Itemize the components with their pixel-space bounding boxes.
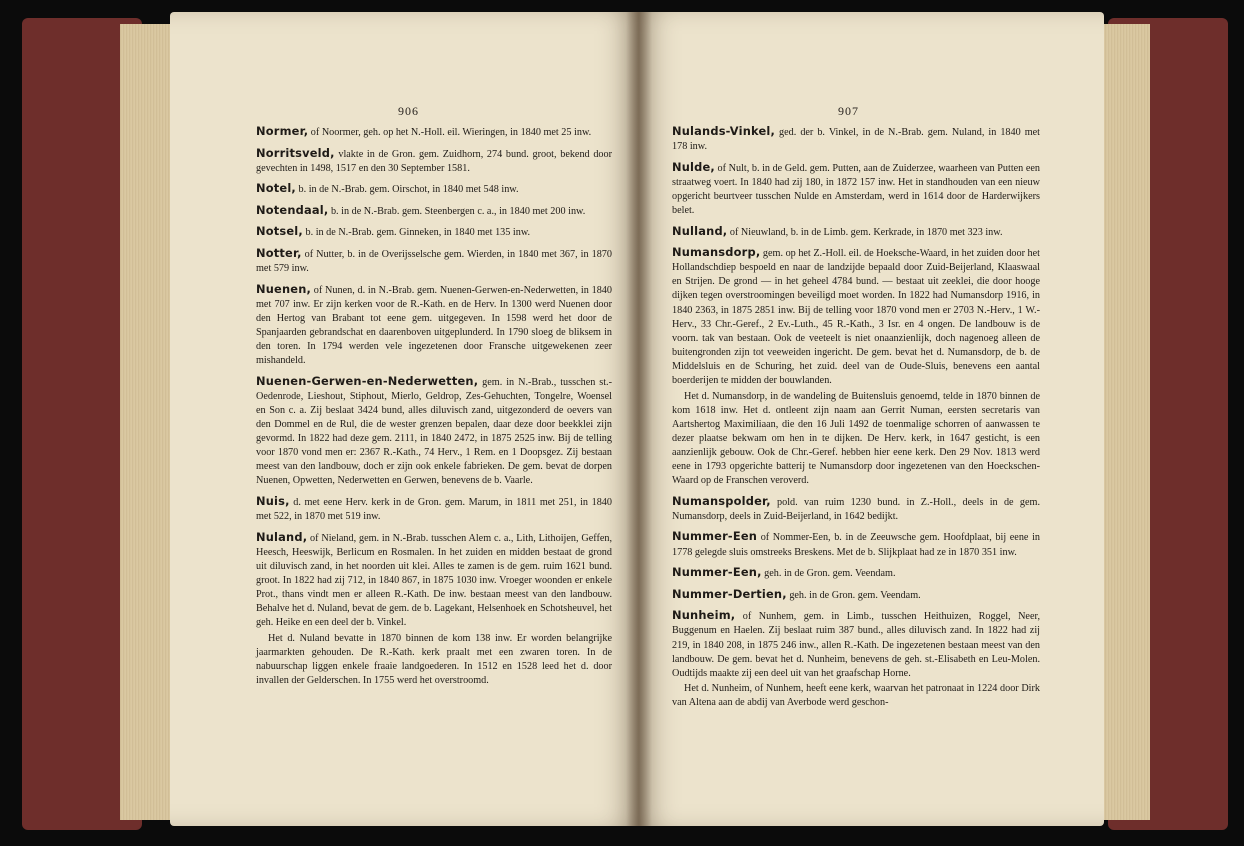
- entry-text: d. met eene Herv. kerk in de Gron. gem. Marum, in 1811 met 251, in 1840 met 522, in 1870 met 519 inw.: [256, 497, 612, 523]
- page-number: 907: [838, 104, 859, 118]
- entry-text: of Nieland, gem. in N.-Brab. tusschen Alem c. a., Lith, Lithoijen, Geffen, Heesch, Heeswijk, Berlicum en Rosmalen. In het zuiden en midden bestaat de grond uit diluvisch zand, in het noorden uit klei. Alles te zamen is de gem. ruim 1621 bund. groot. In 1822 had zij 712, in 1840 867, in 1875 1030 inw. Vroeger woonden er enkele Prot., thans vindt men er alleen R.-Kath. De inw. bestaan meest van den landbouw. Behalve het d. Nuland, bevat de gem. de b. Lagekant, Helsenhoek en Schotsheuvel, het geh. Heike en een deel der b. Vinkel.: [256, 532, 612, 629]
- right-page-text: [672, 124, 1040, 716]
- entry-headword: Nuenen-Gerwen-en-Nederwetten,: [256, 373, 479, 388]
- entry-headword: Norritsveld,: [256, 145, 335, 160]
- left-page-text: [256, 124, 612, 694]
- dictionary-entry: [672, 608, 1040, 680]
- entry-text: geh. in de Gron. gem. Veendam.: [786, 589, 921, 601]
- entry-headword: Notel,: [256, 181, 296, 196]
- entry-text: Het d. Numansdorp, in de wandeling de Buitensluis genoemd, telde in 1870 binnen de kom 1618 inw. Het d. ontleent zijn naam aan Gerrit Numan, eersten secretaris van Aartshertog Maximiliaan, die den 16 Juli 1492 de toenmalige schorren of aanwassen te dezer plaatse bekwam om hen in te dijken. De Herv. kerk, in 1647 gesticht, is een aanzienlijk gebouw. Ook de Chr.-Geref. hebben hier eene kerk. Den 29 Nov. 1813 werd eene in 1793 opgerichte batterij te Numansdorp door ingezetenen van den Hoeckschen-Waard op de Franschen veroverd.: [672, 390, 1040, 487]
- entry-headword: Nummer-Een,: [672, 565, 762, 580]
- book-gutter: [626, 12, 652, 826]
- entry-text: of Nunhem, gem. in Limb., tusschen Heithuizen, Roggel, Neer, Buggenum en Haelen. Zij beslaat ruim 387 bund., alles diluvisch zand. In 1822 had zij 219, in 1840 208, in 1875 246 inw., allen R.-Kath. De ingezetenen bestaan meest van den landbouw. De gem. bevat het d. Nunheim, benevens de geh. st.-Elisabeth en Leu-Molen. Oudtijds maakte zij een deel uit van het graafschap Horne.: [672, 611, 1040, 679]
- entry-headword: Nuland,: [256, 529, 308, 544]
- dictionary-entry: [256, 181, 612, 197]
- entry-text: vlakte in de Gron. gem. Zuidhorn, 274 bund. groot, bekend door gevechten in 1498, 1517 en den 30 September 1581.: [256, 148, 612, 174]
- entry-text: of Nult, b. in de Geld. gem. Putten, aan de Zuiderzee, waarheen van Putten een straatweg voert. In 1840 had zij 180, in 1872 157 inw. Het in standhouden van een nieuw opgericht beurtveer tusschen Nulde en Amsterdam, werd in 1614 door de Harderwijkers belet.: [672, 162, 1040, 216]
- right-page: [638, 12, 1104, 826]
- entry-headword: Notsel,: [256, 224, 303, 239]
- entry-headword: Notendaal,: [256, 202, 329, 217]
- dictionary-entry: [672, 529, 1040, 559]
- entry-text: b. in de N.-Brab. gem. Oirschot, in 1840 met 548 inw.: [295, 184, 519, 196]
- entry-headword: Nummer-Dertien,: [672, 586, 787, 601]
- dictionary-entry: [256, 146, 612, 176]
- entry-continuation: [672, 682, 1040, 710]
- entry-text: of Nutter, b. in de Overijsselsche gem. Wierden, in 1840 met 367, in 1870 met 579 inw.: [256, 249, 612, 275]
- dictionary-entry: [256, 374, 612, 489]
- dictionary-entry: [672, 494, 1040, 524]
- page-number: 906: [398, 104, 419, 118]
- dictionary-entry: [672, 587, 1040, 603]
- entry-headword: Numanspolder,: [672, 493, 771, 508]
- entry-text: of Nieuwland, b. in de Limb. gem. Kerkrade, in 1870 met 323 inw.: [727, 226, 1003, 238]
- entry-headword: Nunheim,: [672, 608, 736, 623]
- entry-headword: Nulde,: [672, 159, 715, 174]
- entry-headword: Nuenen,: [256, 281, 312, 296]
- entry-headword: Notter,: [256, 246, 302, 261]
- dictionary-entry: [256, 530, 612, 631]
- dictionary-entry: [672, 160, 1040, 218]
- entry-text: of Nommer-Een, b. in de Zeeuwsche gem. Hoofdplaat, bij eene in 1778 gelegde sluis omstreeks Breskens. Met de b. Slijkplaat had ze in 1870 351 inw.: [672, 532, 1040, 558]
- entry-headword: Normer,: [256, 124, 309, 138]
- entry-text: b. in de N.-Brab. gem. Ginneken, in 1840 met 135 inw.: [302, 227, 531, 239]
- dictionary-entry: [256, 494, 612, 524]
- entry-text: geh. in de Gron. gem. Veendam.: [761, 568, 896, 580]
- entry-text: of Noormer, geh. op het N.-Holl. eil. Wieringen, in 1840 met 25 inw.: [308, 127, 592, 138]
- dictionary-entry: [672, 245, 1040, 388]
- entry-text: ged. der b. Vinkel, in de N.-Brab. gem. Nuland, in 1840 met 178 inw.: [672, 127, 1040, 153]
- dictionary-entry: [256, 282, 612, 369]
- entry-text: b. in de N.-Brab. gem. Steenbergen c. a., in 1840 met 200 inw.: [328, 205, 586, 217]
- entry-headword: Nuis,: [256, 494, 290, 509]
- entry-headword: Nulands-Vinkel,: [672, 124, 776, 138]
- entry-text: of Nunen, d. in N.-Brab. gem. Nuenen-Gerwen-en-Nederwetten, in 1840 met 707 inw. Er zijn kerken voor de R.-Kath. en de Herv. In 1300 werd Nuenen door den Hertog van Brabant tot eene gem. uitgegeven. In 1598 werd het door de Spanjaarden gebrandschat en daarenboven uitgeplunderd. In 1790 sloeg de bliksem in den toren. In 1794 werden vele ingezetenen door Fransche uitgewekenen zeer mishandeld.: [256, 284, 612, 367]
- entry-text: Het d. Nuland bevatte in 1870 binnen de kom 138 inw. Er worden belangrijke jaarmarkten gehouden. De R.-Kath. kerk praalt met een zwaren toren. In de nabuurschap liggen enkele fraaie landgoederen. In 1512 en 1528 leed het d. door invallen der Gelderschen. In 1755 werd het overstroomd.: [256, 632, 612, 687]
- dictionary-entry: [256, 203, 612, 219]
- dictionary-entry: [256, 224, 612, 240]
- entry-text: Het d. Nunheim, of Nunhem, heeft eene kerk, waarvan het patronaat in 1224 door Dirk van Altena aan de abdij van Averbode werd geschon-: [672, 683, 1040, 709]
- dictionary-entry: [672, 565, 1040, 581]
- dictionary-entry: [256, 246, 612, 276]
- left-page: [170, 12, 638, 826]
- dictionary-entry: [256, 124, 612, 140]
- entry-headword: Nulland,: [672, 223, 728, 238]
- entry-headword: Nummer-Een: [672, 529, 758, 544]
- entry-text: gem. op het Z.-Holl. eil. de Hoeksche-Waard, in het zuiden door het Hollandschdiep bespoeld en naar de landzijde bepaald door Zuid-Beijerland, Klaaswaal en Strijen. De grond — in het geheel 4784 bund. — bestaat uit zeeklei, die door hooge dijken tegen overstroomingen beveiligd moet worden. In 1822 had Numansdorp 1916, in 1840 2363, in 1875 2851 inw. Bij de telling voor 1870 vond men er 2703 N.-Herv., 1 W.-Herv., 33 Chr.-Geref., 2 Ev.-Luth., 45 R.-Kath., 3 Isr. en 4 ongen. De landbouw is de voorn. tak van bestaan. Ook de veeteelt is niet onaanzienlijk, doch nagenoeg alleen de buitengronden zijn tot veeweiden ingericht. De gem. bevat het d. Numansdorp, de b. de Middelsluis en de Schuring, het zuid. deel van de Oude-Sluis, benevens een aantal boerderijen te midden der bouwlanden.: [672, 248, 1040, 386]
- entry-headword: Numansdorp,: [672, 245, 761, 260]
- entry-continuation: [672, 390, 1040, 489]
- entry-text: gem. in N.-Brab., tusschen st.-Oedenrode, Lieshout, Stiphout, Mierlo, Geldrop, Zes-Gehuchten, Tongelre, Woensel en Son c. a. Zij beslaat 3424 bund, alles diluvisch zand, uitgezonderd de oevers van den Dommel en de Rul, die de wester grenzen bepalen, daar deze door beekklei zijn gevormd. In 1822 had deze gem. 2111, in 1840 2472, in 1875 2525 inw. Bij de telling voor 1870 vond men er: 2367 R.-Kath., 74 Herv., 1 Rem. en 1 Doopsgez. Zij bestaan meest van den landbouw, doch er zijn ook enkele fabrieken. De gem. bevat de dorpen Nuenen, Opwetten, Nederwetten en Gerwen, benevens de b. Vaarle.: [256, 376, 612, 487]
- dictionary-entry: [672, 224, 1040, 240]
- entry-continuation: [256, 632, 612, 688]
- dictionary-entry: [672, 124, 1040, 154]
- entry-text: pold. van ruim 1230 bund. in Z.-Holl., deels in de gem. Numansdorp, deels in Zuid-Beijerland, in 1642 bedijkt.: [672, 496, 1040, 522]
